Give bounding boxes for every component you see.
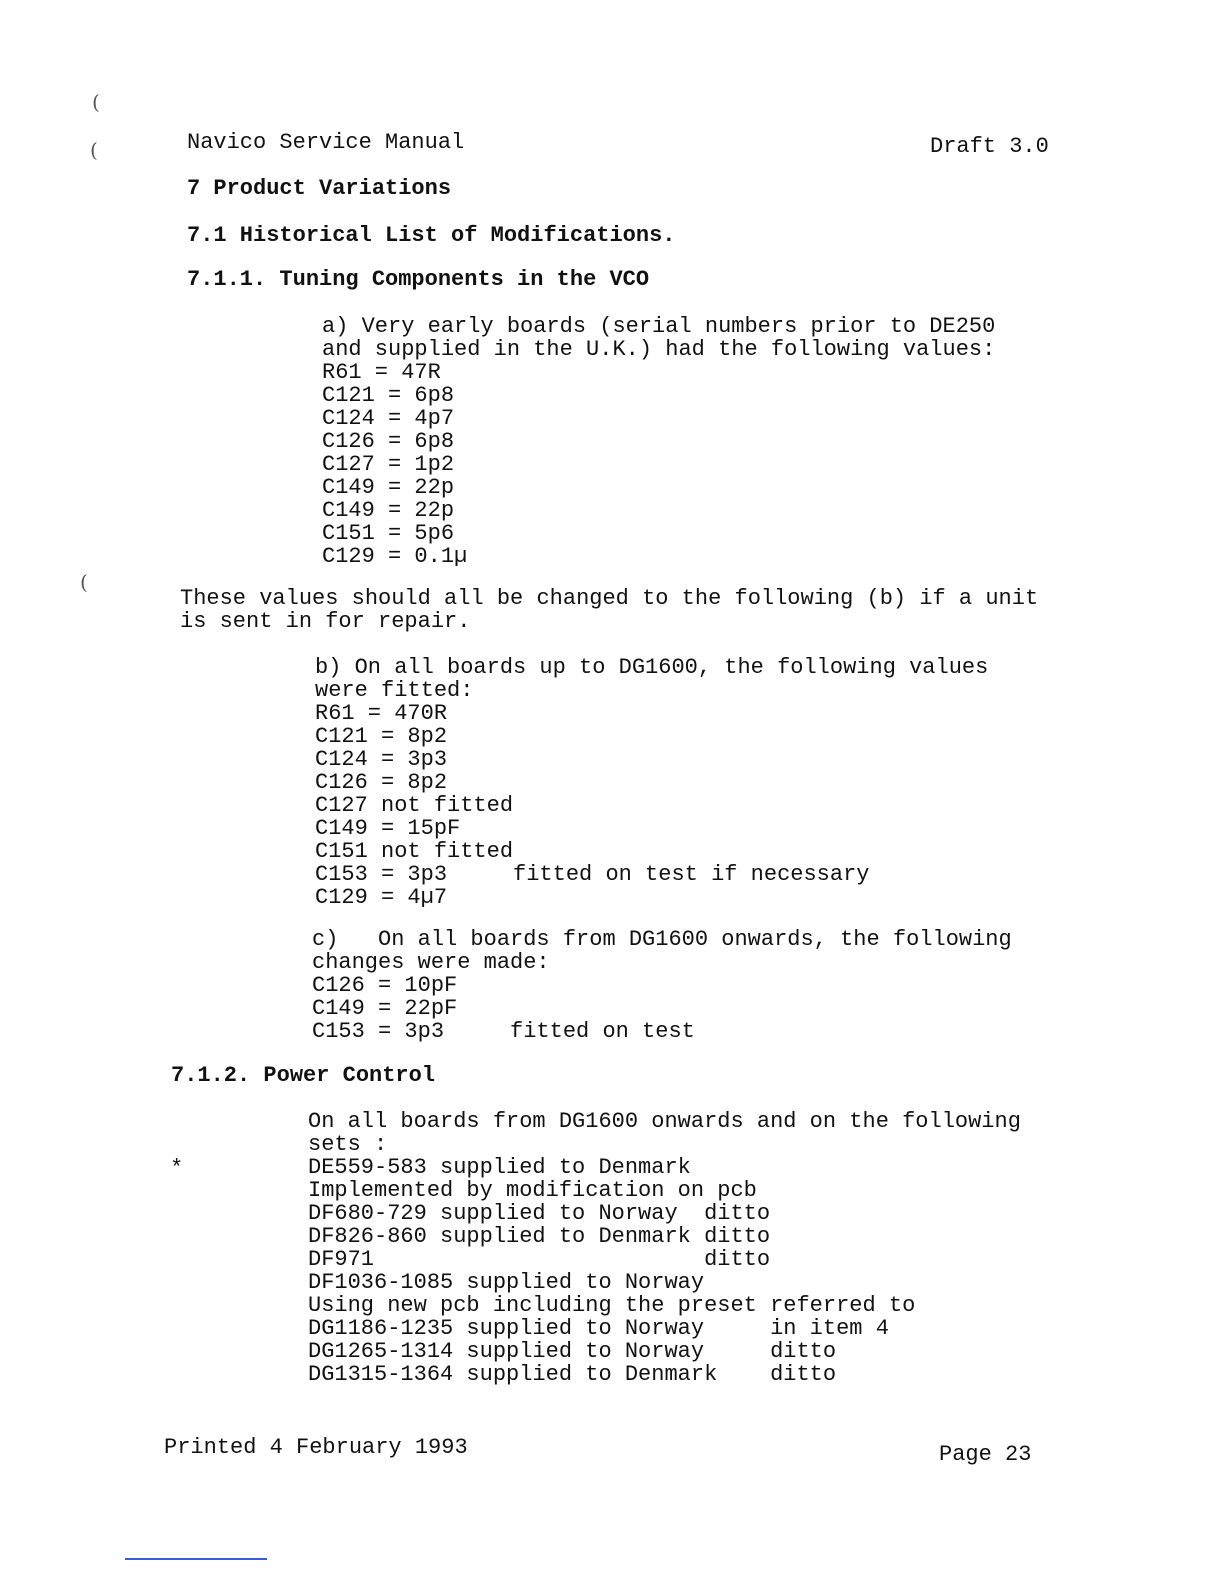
component-value: C124 = 4p7 xyxy=(322,406,455,431)
component-value: C153 = 3p3 fitted on test xyxy=(312,1019,695,1044)
set-entry: DF971 ditto xyxy=(308,1247,771,1272)
component-value: R61 = 47R xyxy=(322,360,441,385)
block-d-power-control-sets xyxy=(308,1110,1021,1386)
text-line: These values should all be changed to the following (b) if a unit xyxy=(180,586,1039,611)
component-value: C126 = 6p8 xyxy=(322,429,455,454)
component-value: C124 = 3p3 xyxy=(315,747,448,772)
text-line: were fitted: xyxy=(315,678,474,703)
section-title: 7 Product Variations xyxy=(187,176,452,201)
component-value: C127 = 1p2 xyxy=(322,452,455,477)
text-line: sets : xyxy=(308,1132,388,1157)
section-subtitle: 7.1 Historical List of Modifications. xyxy=(187,223,676,248)
component-value: C121 = 6p8 xyxy=(322,383,455,408)
component-value: C149 = 22pF xyxy=(312,996,458,1021)
header-draft: Draft 3.0 xyxy=(930,134,1049,159)
component-value: R61 = 470R xyxy=(315,701,448,726)
text-line: changes were made: xyxy=(312,950,550,975)
subsection-power-control-heading: 7.1.2. Power Control xyxy=(171,1063,436,1088)
scan-mark: ( xyxy=(92,90,100,114)
scan-mark: ( xyxy=(90,138,98,162)
text-line: b) On all boards up to DG1600, the following values xyxy=(315,655,989,680)
component-value: C129 = 4µ7 xyxy=(315,885,448,910)
subsection-vco-heading: 7.1.1. Tuning Components in the VCO xyxy=(187,267,650,292)
component-value: C127 not fitted xyxy=(315,793,514,818)
component-value: C153 = 3p3 fitted on test if necessary xyxy=(315,862,870,887)
component-value: C126 = 10pF xyxy=(312,973,458,998)
text-line: and supplied in the U.K.) had the following values: xyxy=(322,337,996,362)
component-value: C151 = 5p6 xyxy=(322,521,455,546)
header-title: Navico Service Manual xyxy=(187,130,465,155)
set-entry: DG1186-1235 supplied to Norway in item 4 xyxy=(308,1316,889,1341)
set-entry: Using new pcb including the preset referred to xyxy=(308,1293,916,1318)
component-value: C121 = 8p2 xyxy=(315,724,448,749)
repair-note-paragraph xyxy=(180,587,1038,633)
block-b-values-up-to-dg1600 xyxy=(315,656,988,909)
scan-mark: ( xyxy=(80,570,88,594)
component-value: C149 = 22p xyxy=(322,475,455,500)
bottom-rule xyxy=(125,1558,267,1560)
set-entry: DE559-583 supplied to Denmark xyxy=(308,1155,691,1180)
component-value: C129 = 0.1µ xyxy=(322,544,468,569)
component-value: C126 = 8p2 xyxy=(315,770,448,795)
set-entry: DF1036-1085 supplied to Norway xyxy=(308,1270,705,1295)
asterisk-marker: * xyxy=(170,1156,184,1181)
text-line: is sent in for repair. xyxy=(180,609,471,634)
component-value: C151 not fitted xyxy=(315,839,514,864)
component-value: C149 = 22p xyxy=(322,498,455,523)
block-c-changes-from-dg1600 xyxy=(312,928,1012,1043)
footer-page-number: Page 23 xyxy=(939,1442,1032,1467)
set-entry: DG1265-1314 supplied to Norway ditto xyxy=(308,1339,837,1364)
block-a-early-values xyxy=(322,315,995,568)
component-value: C149 = 15pF xyxy=(315,816,461,841)
text-line: On all boards from DG1600 onwards and on the following xyxy=(308,1109,1021,1134)
set-entry: DF826-860 supplied to Denmark ditto xyxy=(308,1224,771,1249)
text-line: a) Very early boards (serial numbers prior to DE250 xyxy=(322,314,996,339)
set-entry: Implemented by modification on pcb xyxy=(308,1178,757,1203)
text-line: c) On all boards from DG1600 onwards, the following xyxy=(312,927,1012,952)
set-entry: DG1315-1364 supplied to Denmark ditto xyxy=(308,1362,837,1387)
set-entry: DF680-729 supplied to Norway ditto xyxy=(308,1201,771,1226)
footer-printed-date: Printed 4 February 1993 xyxy=(164,1435,468,1460)
